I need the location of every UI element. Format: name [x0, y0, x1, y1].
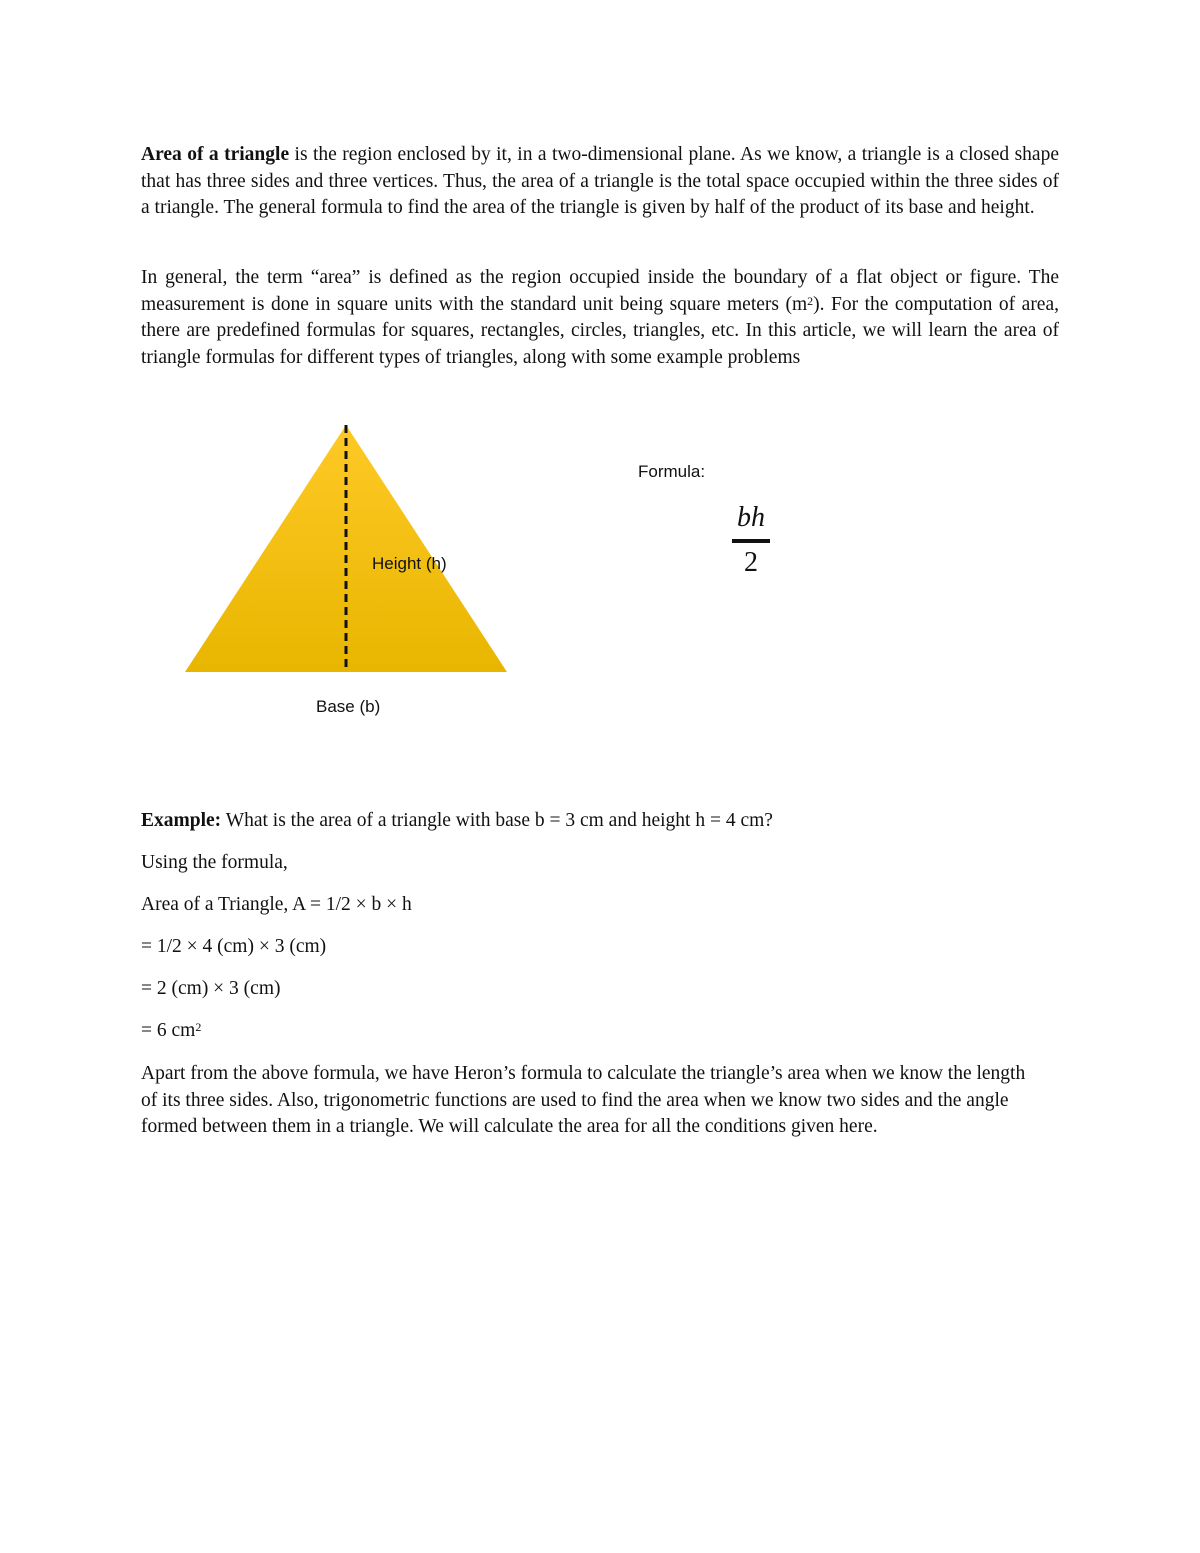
example-bold-label: Example: [141, 810, 222, 831]
example-step-3: = 1/2 × 4 (cm) × 3 (cm) [141, 936, 327, 957]
example-step-5-sup: 2 [195, 1020, 202, 1034]
intro-bold-term: Area of a triangle [141, 144, 290, 165]
base-label: Base (b) [316, 697, 381, 716]
example-step-5 [141, 1018, 201, 1044]
general-text-before: In general, the term “area” is defined as the region occupied inside the boundary of a flat object or figure. The measurement is done in square units with the standard unit being square meters (m [141, 267, 1059, 315]
example-step-2: Area of a Triangle, A = 1/2 × b × h [141, 894, 412, 915]
closing-paragraph [141, 1061, 1041, 1141]
general-text-after: ). For the computation of area, there are predefined formulas for squares, rectangles, circles, triangles, etc. In this article, we will learn the area of triangle formulas for different types of triangles, along with some example problems [141, 293, 1059, 368]
formula-denominator: 2 [744, 547, 758, 578]
formula-fraction [724, 500, 778, 580]
closing-text: Apart from the above formula, we have Heron’s formula to calculate the triangle’s area when we know the length of its three sides. Also, trigonometric functions are used to find the area when we know two sides and the angle formed between them in a triangle. We will calculate the area for all the conditions given here. [141, 1063, 1026, 1137]
triangle-diagram [0, 0, 1200, 760]
example-step-4: = 2 (cm) × 3 (cm) [141, 978, 281, 999]
example-step-5-text: = 6 cm [141, 1020, 196, 1041]
formula-numerator: bh [737, 502, 765, 533]
example-question [141, 808, 773, 834]
intro-text: is the region enclosed by it, in a two-dimensional plane. As we know, a triangle is a closed shape that has three sides and three vertices. Thus, the area of a triangle is the total space occupied within the three sides of a triangle. The general formula to find the area of the triangle is given by half of the product of its base and height. [141, 144, 1059, 218]
example-step-1: Using the formula, [141, 852, 288, 873]
formula-label: Formula: [638, 462, 706, 481]
fraction-bar [732, 539, 770, 543]
general-superscript: 2 [807, 293, 814, 308]
example-question-text: What is the area of a triangle with base b = 3 cm and height h = 4 cm? [221, 810, 773, 831]
height-label: Height (h) [372, 554, 447, 573]
